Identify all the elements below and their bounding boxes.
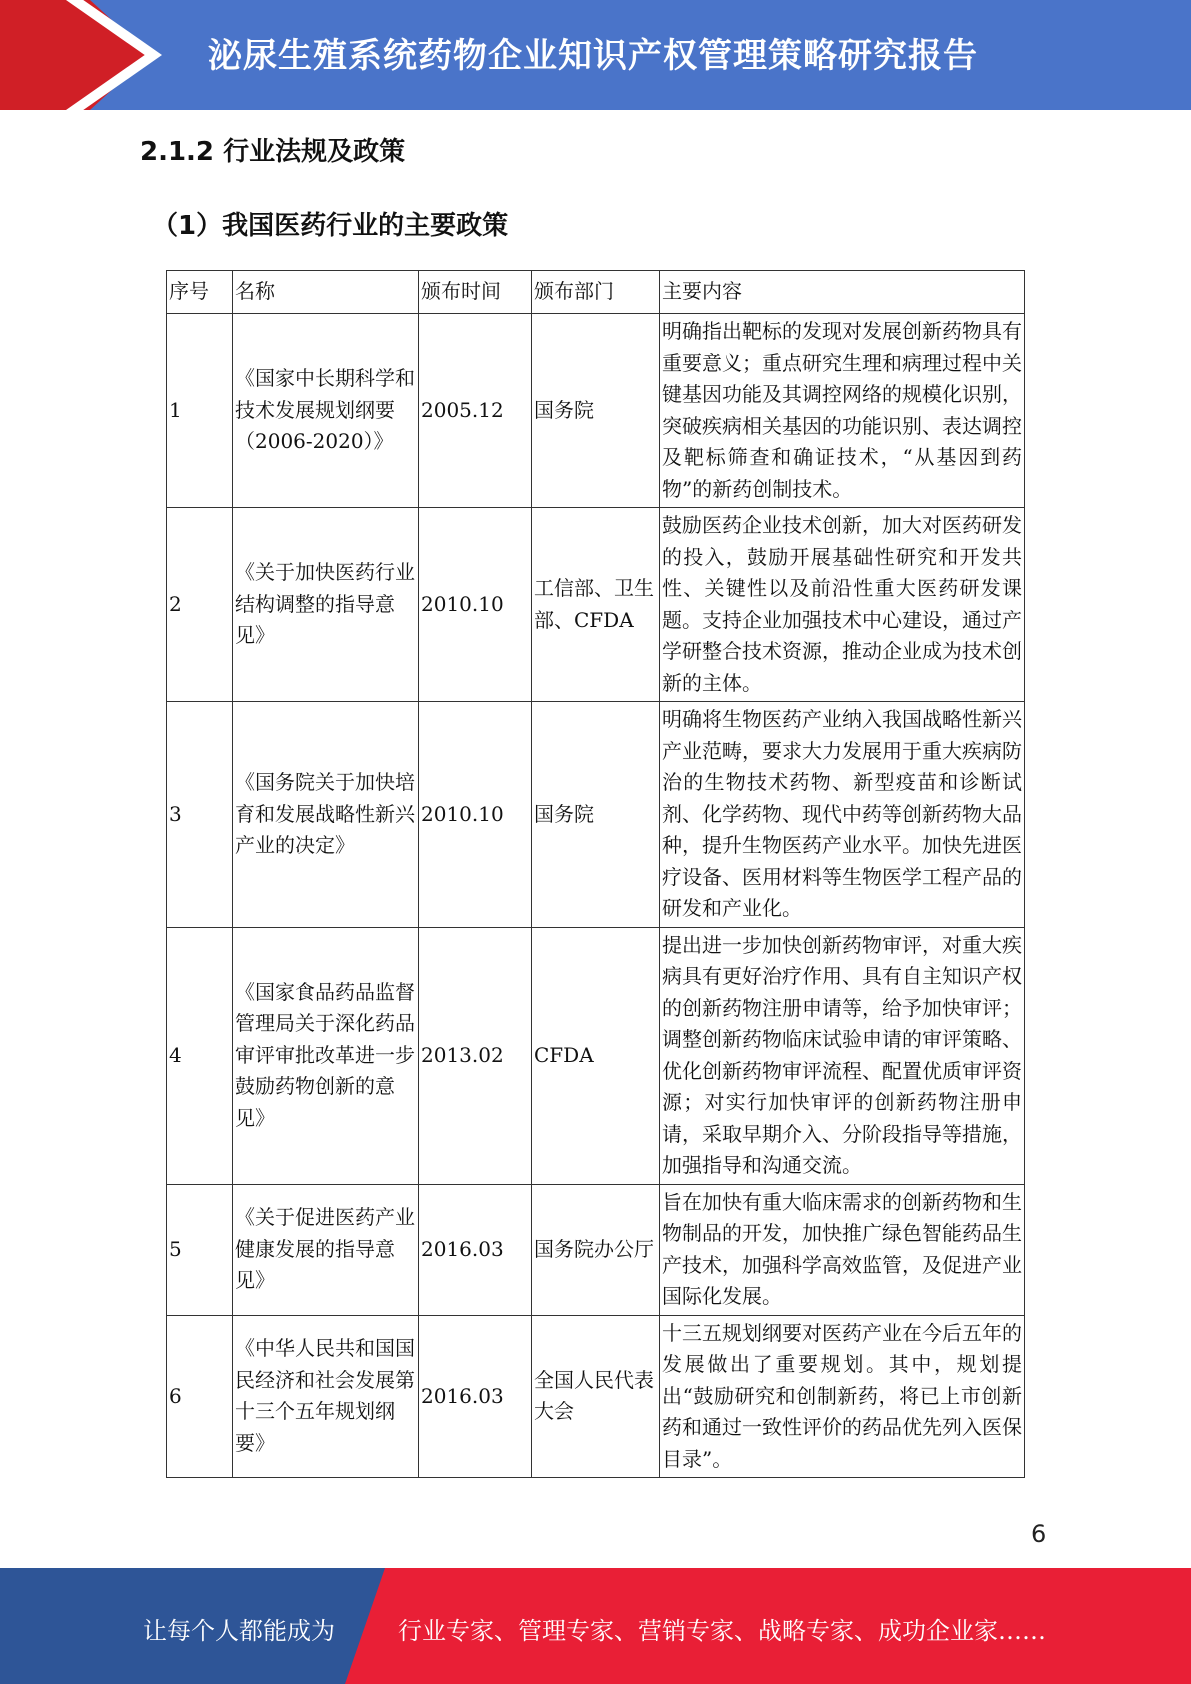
footer-slogan-left: 让每个人都能成为 <box>143 1617 335 1645</box>
cell-no: 4 <box>167 927 233 1184</box>
cell-dept: 国务院 <box>532 702 660 928</box>
cell-name: 《关于促进医药产业健康发展的指导意见》 <box>233 1184 419 1315</box>
cell-dept: 国务院 <box>532 314 660 508</box>
policy-table <box>166 270 1025 1478</box>
header-dept: 颁布部门 <box>532 271 660 314</box>
header-date: 颁布时间 <box>419 271 532 314</box>
cell-dept: 国务院办公厅 <box>532 1184 660 1315</box>
header-content: 主要内容 <box>660 271 1025 314</box>
cell-date: 2010.10 <box>419 702 532 928</box>
table-row <box>167 314 1025 508</box>
cell-content: 鼓励医药企业技术创新，加大对医药研发的投入，鼓励开展基础性研究和开发共性、关键性以及前沿性重大医药研发课题。支持企业加强技术中心建设，通过产学研整合技术资源，推动企业成为技术创新的主体。 <box>660 508 1025 702</box>
table-header-row <box>167 271 1025 314</box>
footer-slogan-right: 行业专家、管理专家、营销专家、战略专家、成功企业家…… <box>398 1617 1046 1645</box>
cell-date: 2010.10 <box>419 508 532 702</box>
table-row <box>167 1184 1025 1315</box>
cell-content: 明确指出靶标的发现对发展创新药物具有重要意义；重点研究生理和病理过程中关键基因功能及其调控网络的规模化识别，突破疾病相关基因的功能识别、表达调控及靶标筛查和确证技术，“从基因到药物”的新药创制技术。 <box>660 314 1025 508</box>
cell-date: 2005.12 <box>419 314 532 508</box>
cell-name: 《中华人民共和国国民经济和社会发展第十三个五年规划纲要》 <box>233 1315 419 1478</box>
cell-name: 《国家中长期科学和技术发展规划纲要（2006-2020）》 <box>233 314 419 508</box>
cell-dept: CFDA <box>532 927 660 1184</box>
table-row <box>167 702 1025 928</box>
table-row <box>167 508 1025 702</box>
table-row <box>167 1315 1025 1478</box>
table-row <box>167 927 1025 1184</box>
cell-content: 明确将生物医药产业纳入我国战略性新兴产业范畴，要求大力发展用于重大疾病防治的生物技术药物、新型疫苗和诊断试剂、化学药物、现代中药等创新药物大品种，提升生物医药产业水平。加快先进医疗设备、医用材料等生物医学工程产品的研发和产业化。 <box>660 702 1025 928</box>
cell-name: 《国务院关于加快培育和发展战略性新兴产业的决定》 <box>233 702 419 928</box>
cell-date: 2013.02 <box>419 927 532 1184</box>
cell-content: 旨在加快有重大临床需求的创新药物和生物制品的开发，加快推广绿色智能药品生产技术，加强科学高效监管，及促进产业国际化发展。 <box>660 1184 1025 1315</box>
cell-no: 2 <box>167 508 233 702</box>
cell-content: 提出进一步加快创新药物审评，对重大疾病具有更好治疗作用、具有自主知识产权的创新药物注册申请等，给予加快审评；调整创新药物临床试验申请的审评策略、优化创新药物审评流程、配置优质审评资源；对实行加快审评的创新药物注册申请，采取早期介入、分阶段指导等措施，加强指导和沟通交流。 <box>660 927 1025 1184</box>
page-number: 6 <box>1031 1520 1047 1548</box>
cell-no: 3 <box>167 702 233 928</box>
cell-no: 5 <box>167 1184 233 1315</box>
header-name: 名称 <box>233 271 419 314</box>
report-title: 泌尿生殖系统药物企业知识产权管理策略研究报告 <box>208 36 978 76</box>
cell-name: 《关于加快医药行业结构调整的指导意见》 <box>233 508 419 702</box>
cell-content: 十三五规划纲要对医药产业在今后五年的发展做出了重要规划。其中，规划提出“鼓励研究和创制新药，将已上市创新药和通过一致性评价的药品优先列入医保目录”。 <box>660 1315 1025 1478</box>
subsection-heading: （1）我国医药行业的主要政策 <box>152 211 509 241</box>
cell-no: 6 <box>167 1315 233 1478</box>
cell-date: 2016.03 <box>419 1315 532 1478</box>
header-no: 序号 <box>167 271 233 314</box>
cell-no: 1 <box>167 314 233 508</box>
cell-dept: 全国人民代表大会 <box>532 1315 660 1478</box>
cell-date: 2016.03 <box>419 1184 532 1315</box>
cell-name: 《国家食品药品监督管理局关于深化药品审评审批改革进一步鼓励药物创新的意见》 <box>233 927 419 1184</box>
section-heading: 2.1.2 行业法规及政策 <box>140 137 406 167</box>
cell-dept: 工信部、卫生部、CFDA <box>532 508 660 702</box>
